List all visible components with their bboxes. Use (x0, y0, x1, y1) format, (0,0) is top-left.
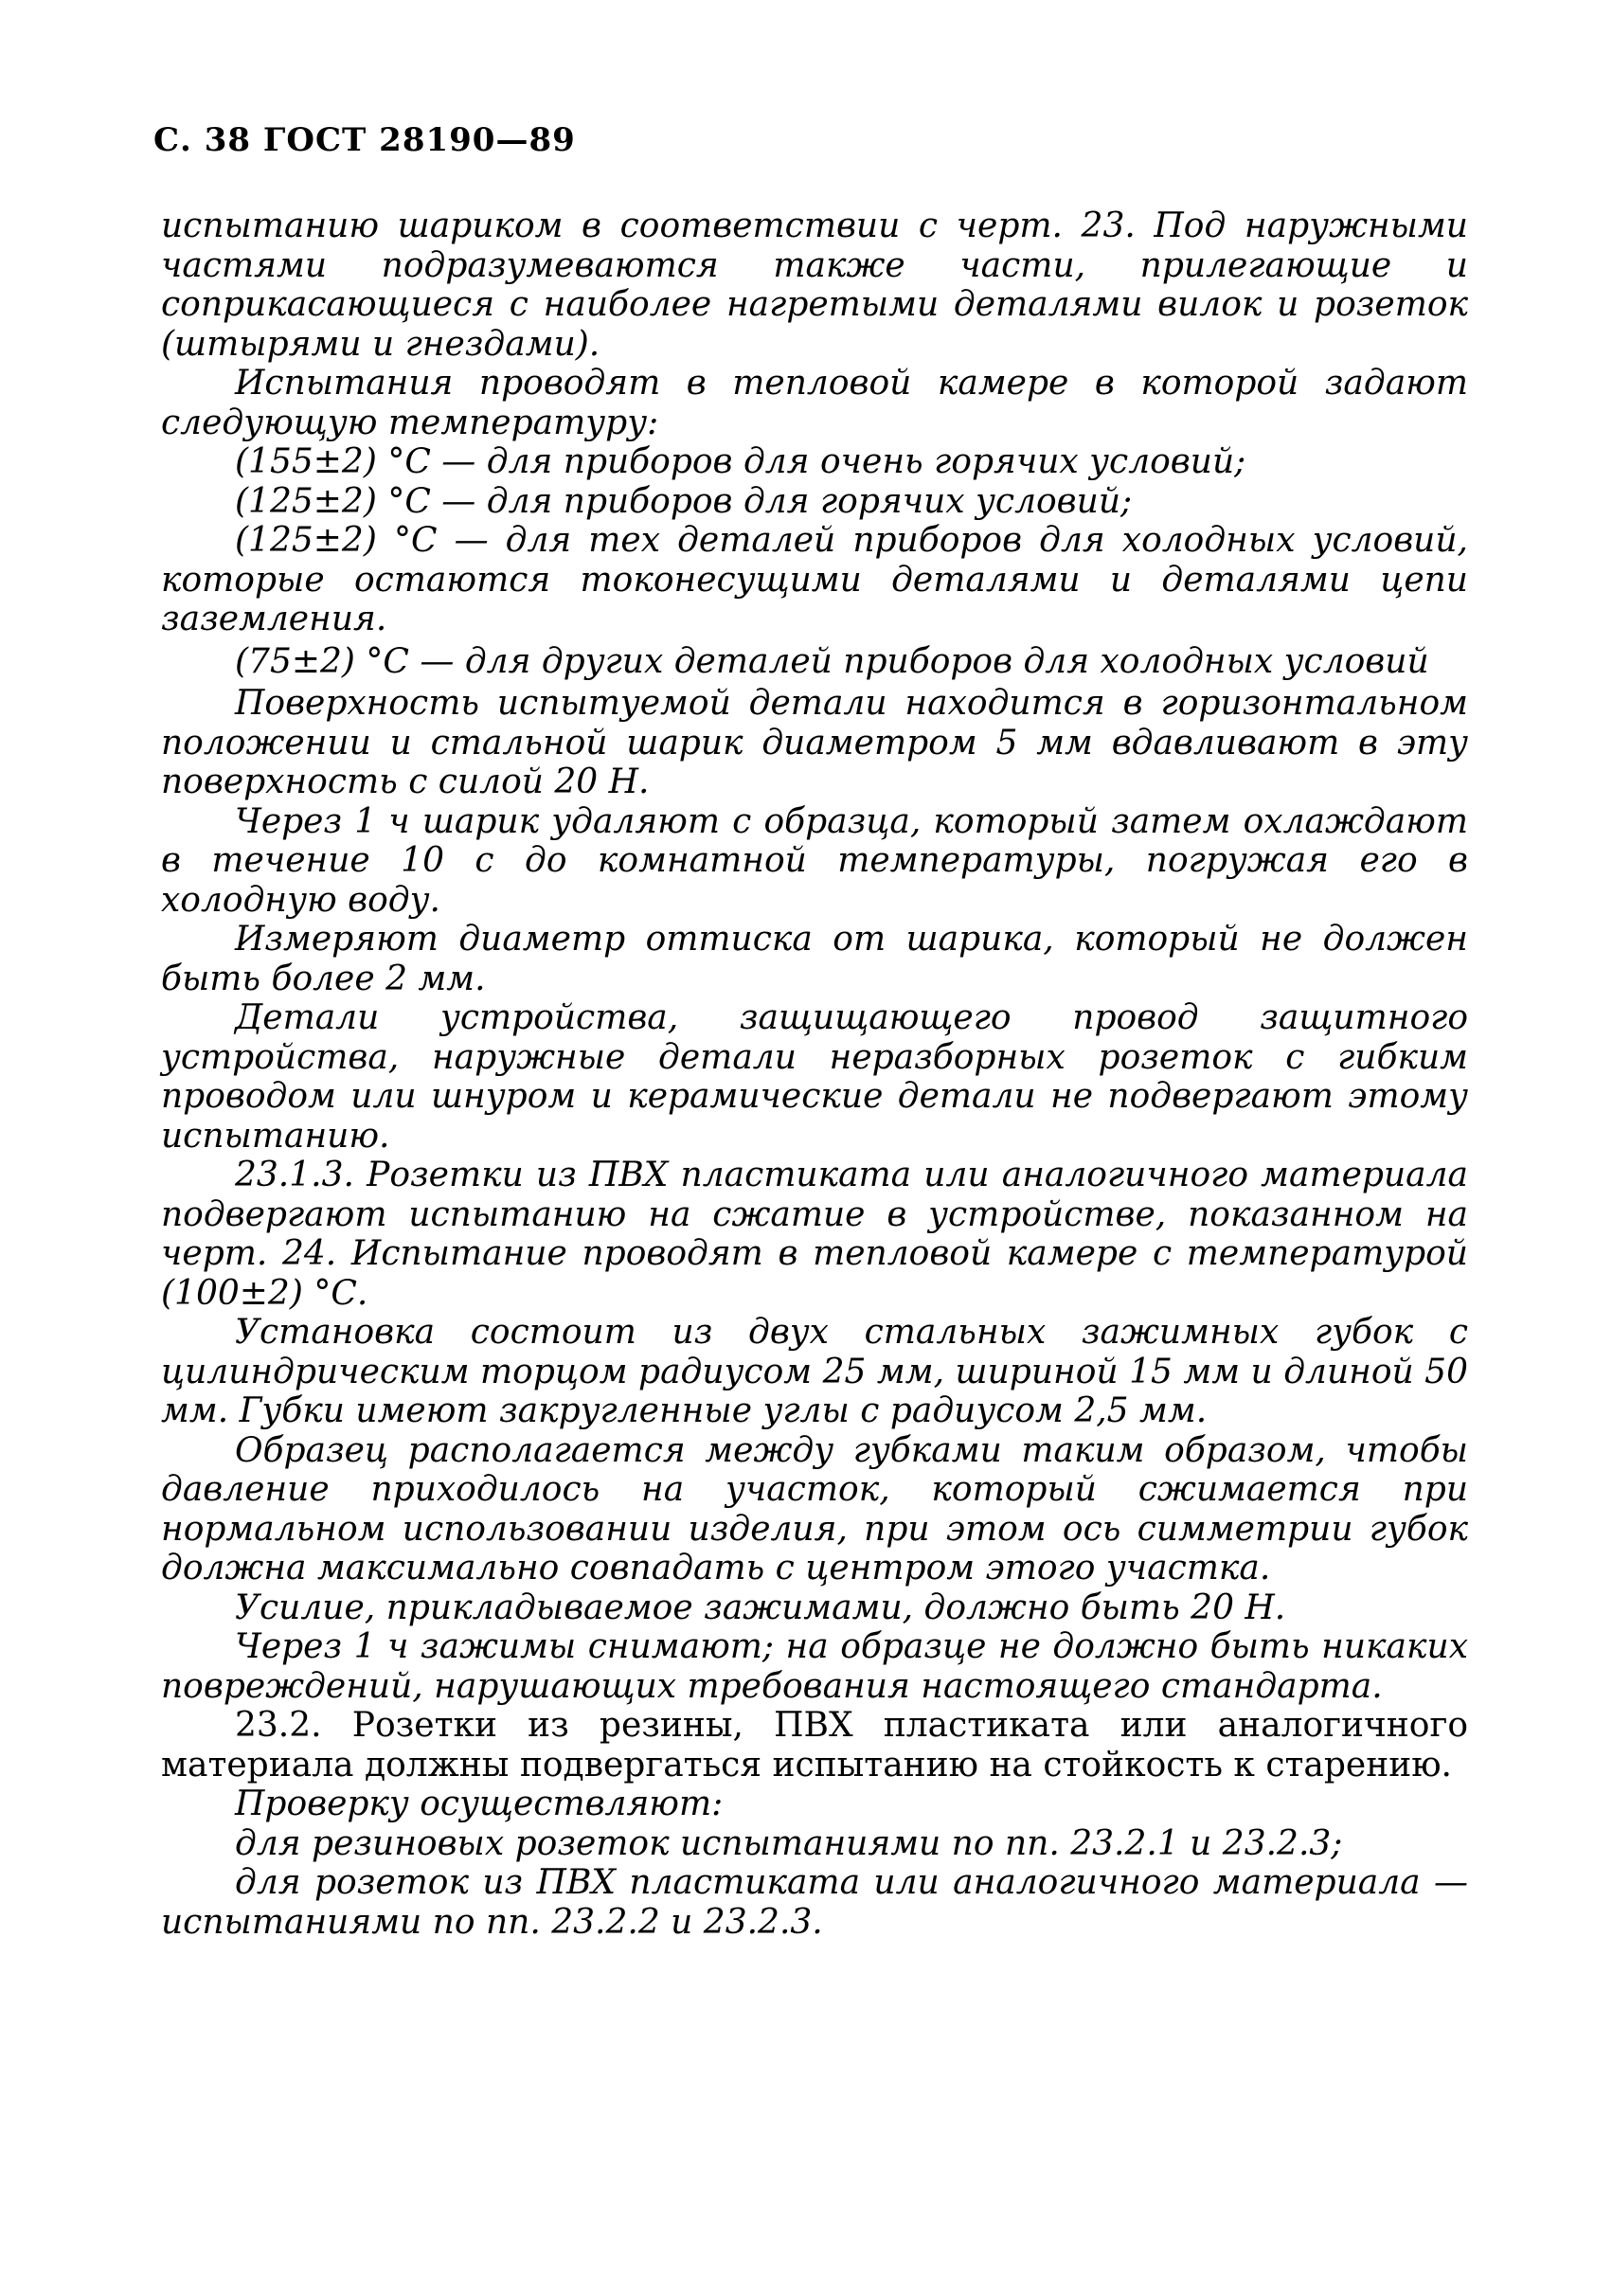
paragraph-ball-removal: Через 1 ч шарик удаляют с образца, который затем охлаждают в течение 10 с до комнатной температуры, погружая его в холодную воду. (161, 801, 1468, 920)
paragraph-setup: Установка состоит из двух стальных зажимных губок с цилиндрическим торцом радиусом 25 мм, шириной 15 мм и длиной 50 мм. Губки имеют закругленные углы с радиусом 2,5 мм. (161, 1313, 1468, 1430)
page-body (161, 206, 1468, 1942)
paragraph-clamp-force: Усилие, прикладываемое зажимами, должно быть 20 Н. (235, 1587, 1286, 1627)
paragraph-section-23-2: 23.2. Розетки из резины, ПВХ пластиката или аналогичного материала должны подвергаться испытанию на стойкость к старению. (161, 1706, 1468, 1785)
paragraph-ball-test-scope: испытанию шариком в соответствии с черт. 23. Под наружными частями подразумеваются также части, прилегающие и соприкасающиеся с наиболее нагретыми деталями вилок и розеток (штырями и гнездами). (161, 206, 1468, 364)
paragraph-temp-cold-current: (125±2) °С — для тех деталей приборов для холодных условий, которые остаются токонесущими деталями и деталями цепи заземления. (161, 521, 1468, 638)
paragraph-pvc-sockets: для розеток из ПВХ пластиката или аналогичного материала — испытаниями по пп. 23.2.2 и 23.2.3. (161, 1863, 1468, 1942)
paragraph-exempt-parts: Детали устройства, защищающего провод защитного устройства, наружные детали неразборных розеток с гибким проводом или шнуром и керамические детали не подвергают этому испытанию. (161, 998, 1468, 1156)
paragraph-verification: Проверку осуществляют: (235, 1785, 724, 1823)
paragraph-test-chamber: Испытания проводят в тепловой камере в которой задают следующую температуру: (161, 364, 1468, 442)
paragraph-diameter-measure: Измеряют диаметр оттиска от шарика, который не должен быть более 2 мм. (161, 920, 1468, 998)
paragraph-clamp-removal: Через 1 ч зажимы снимают; на образце не должно быть никаких повреждений, нарушающих требования настоящего стандарта. (161, 1627, 1468, 1706)
paragraph-section-23-1-3: 23.1.3. Розетки из ПВХ пластиката или аналогичного материала подвергают испытанию на сжатие в устройстве, показанном на черт. 24. Испытание проводят в тепловой камере с температурой (100±2) °С. (161, 1156, 1468, 1313)
paragraph-temp-hot: (125±2) °С — для приборов для горячих условий; (235, 481, 1133, 521)
paragraph-rubber-sockets: для резиновых розеток испытаниями по пп. 23.2.1 и 23.2.3; (235, 1823, 1343, 1863)
paragraph-temp-cold-other: (75±2) °С — для других деталей приборов для холодных условий (235, 641, 1429, 681)
paragraph-temp-very-hot: (155±2) °С — для приборов для очень горячих условий; (235, 442, 1246, 481)
page-header: С. 38 ГОСТ 28190—89 (153, 121, 576, 159)
paragraph-sample-placement: Образец располагается между губками таким образом, чтобы давление приходилось на участок, который сжимается при нормальном использовании изделия, при этом ось симметрии губок должна максимально совпадать с центром этого участка. (161, 1430, 1468, 1587)
paragraph-surface-position: Поверхность испытуемой детали находится в горизонтальном положении и стальной шарик диаметром 5 мм вдавливают в эту поверхность с силой 20 Н. (161, 684, 1468, 801)
